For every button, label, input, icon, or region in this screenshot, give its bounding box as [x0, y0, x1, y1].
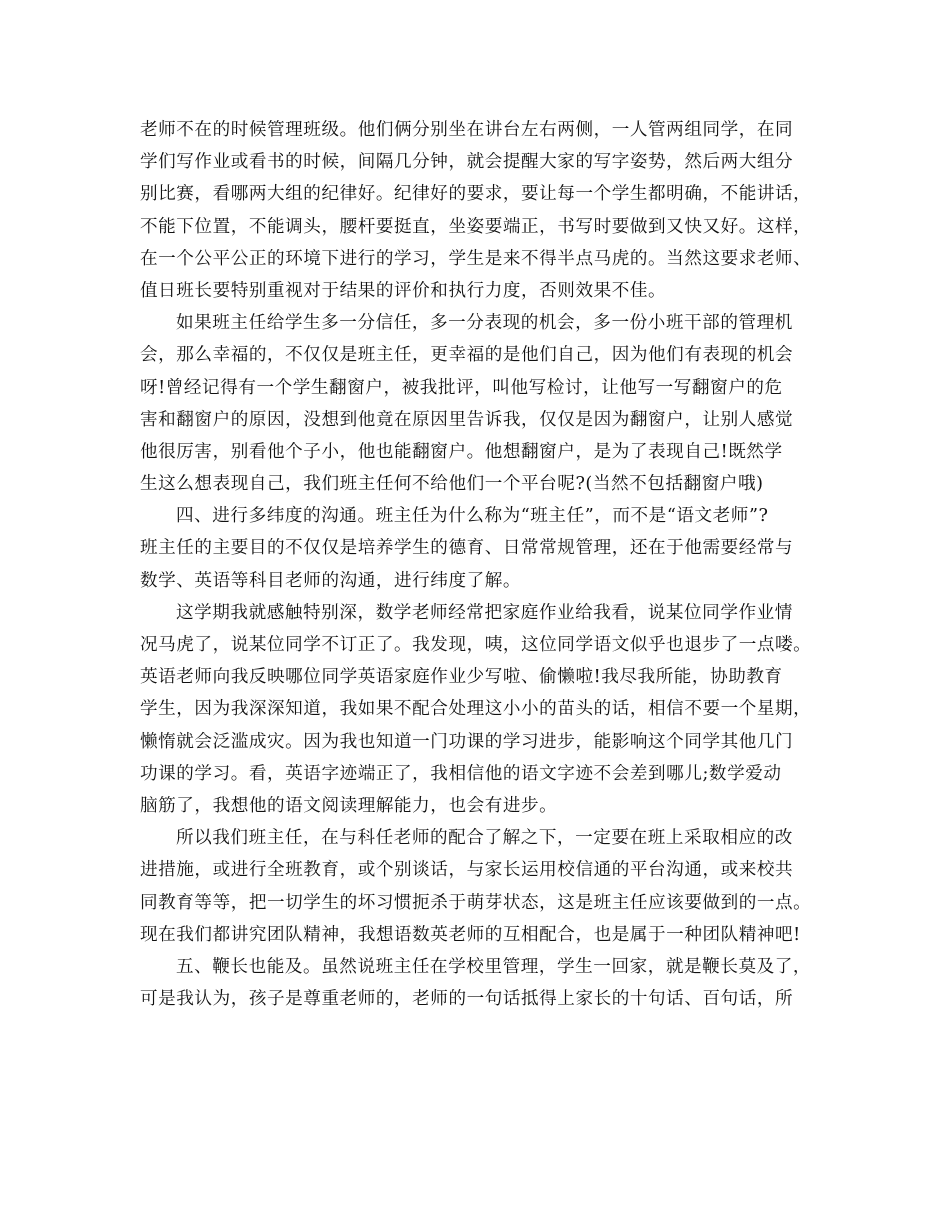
text-line: 他很厉害，别看他个子小，他也能翻窗户。他想翻窗户，是为了表现自己!既然学	[140, 441, 783, 462]
text-line: 害和翻窗户的原因，没想到他竟在原因里告诉我，仅仅是因为翻窗户，让别人感觉	[140, 409, 794, 430]
text-line: 生这么想表现自己，我们班主任何不给他们一个平台呢?(当然不包括翻窗户哦)	[140, 474, 764, 495]
paragraph-first-line: 五、鞭长也能及。虽然说班主任在学校里管理，学生一回家，就是鞭长莫及了，	[176, 956, 812, 977]
paragraph-first-line: 这学期我就感触特别深，数学老师经常把家庭作业给我看，说某位同学作业情	[176, 602, 793, 623]
text-line: 班主任的主要目的不仅仅是培养学生的德育、日常常规管理，还在于他需要经常与	[140, 538, 794, 559]
text-line: 脑筋了，我想他的语文阅读理解能力，也会有进步。	[140, 795, 558, 816]
text-line: 老师不在的时候管理班级。他们俩分别坐在讲台左右两侧，一人管两组同学，在同	[140, 120, 794, 140]
text-line: 况马虎了，说某位同学不订正了。我发现，咦，这位同学语文似乎也退步了一点喽。	[140, 635, 812, 655]
paragraph-first-line: 所以我们班主任，在与科任老师的配合了解之下，一定要在班上采取相应的改	[176, 828, 793, 849]
text-line: 别比赛，看哪两大组的纪律好。纪律好的要求，要让每一个学生都明确，不能讲话，	[140, 184, 812, 205]
text-line: 在一个公平公正的环境下进行的学习，学生是来不得半点马虎的。当然这要求老师、	[140, 248, 812, 269]
text-line: 可是我认为，孩子是尊重老师的，老师的一句话抵得上家长的十句话、百句话，所	[140, 989, 794, 1010]
text-line: 数学、英语等科目老师的沟通，进行纬度了解。	[140, 570, 522, 591]
paragraph-first-line: 四、进行多纬度的沟通。班主任为什么称为“班主任”，而不是“语文老师”?	[176, 506, 769, 527]
text-line: 英语老师向我反映哪位同学英语家庭作业少写啦、偷懒啦!我尽我所能，协助教育	[140, 667, 783, 688]
text-line: 不能下位置，不能调头，腰杆要挺直，坐姿要端正，书写时要做到又快又好。这样，	[140, 216, 812, 237]
text-line: 进措施，或进行全班教育，或个别谈话，与家长运用校信通的平台沟通，或来校共	[140, 860, 794, 881]
text-line: 懒惰就会泛滥成灾。因为我也知道一门功课的学习进步，能影响这个同学其他几门	[140, 731, 794, 752]
text-line: 现在我们都讲究团队精神，我想语数英老师的互相配合，也是属于一种团队精神吧!	[140, 924, 801, 945]
text-line: 学们写作业或看书的时候，间隔几分钟，就会提醒大家的写字姿势，然后两大组分	[140, 152, 794, 173]
text-line: 呀!曾经记得有一个学生翻窗户，被我批评，叫他写检讨，让他写一写翻窗户的危	[140, 377, 783, 398]
document-body	[140, 114, 830, 1015]
paragraph-first-line: 如果班主任给学生多一分信任，多一分表现的机会，多一份小班干部的管理机	[176, 313, 793, 334]
text-line: 会，那么幸福的，不仅仅是班主任，更幸福的是他们自己，因为他们有表现的机会	[140, 345, 794, 366]
text-line: 同教育等等，把一切学生的坏习惯扼杀于萌芽状态，这是班主任应该要做到的一点。	[140, 892, 812, 913]
text-line: 值日班长要特别重视对于结果的评价和执行力度，否则效果不佳。	[140, 280, 667, 301]
text-line: 功课的学习。看，英语字迹端正了，我相信他的语文字迹不会差到哪儿;数学爱动	[140, 763, 782, 784]
text-line: 学生，因为我深深知道，我如果不配合处理这小小的苗头的话，相信不要一个星期，	[140, 699, 812, 720]
